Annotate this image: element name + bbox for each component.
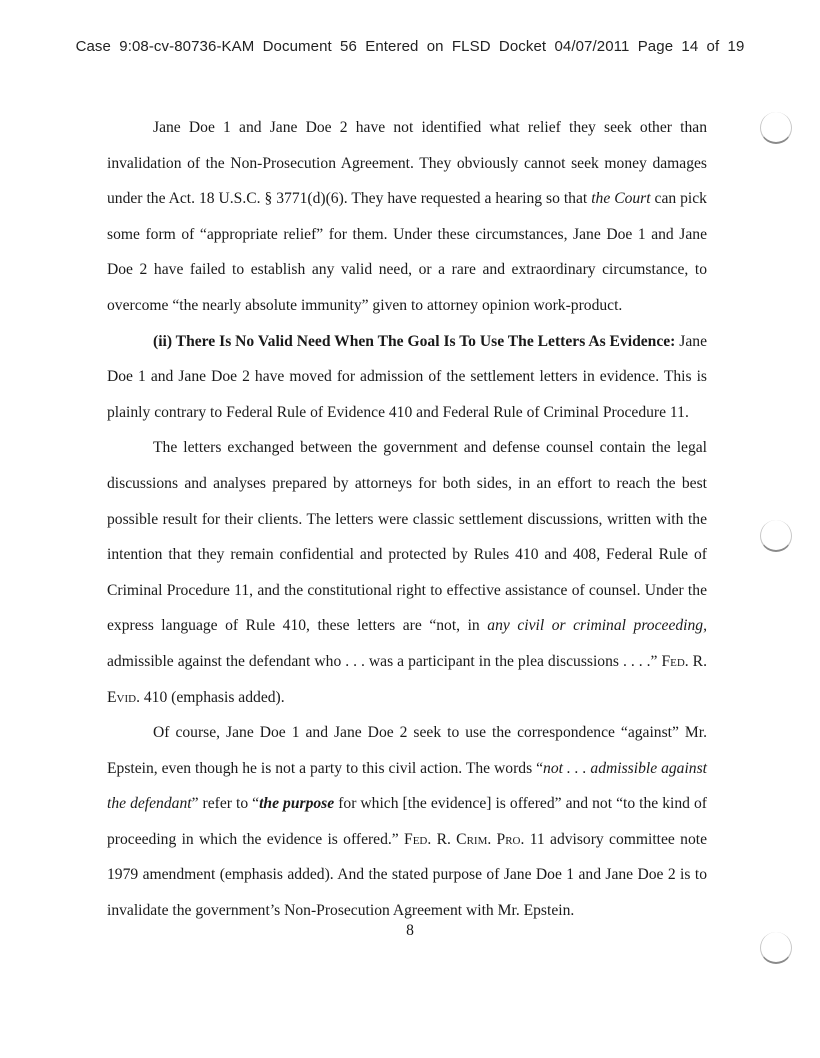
paragraph-purpose: Of course, Jane Doe 1 and Jane Doe 2 seek to use the correspondence “against” Mr. Epstein, even though he is not a party to this civil action. The words “not . . . admissible against the defendant” refer to “the purpose for which [the evidence] is offered” and not “to the kind of proceeding in which the evidence is offered.” Fed. R. Crim. Pro. 11 advisory committee note 1979 amendment (emphasis added). And the stated purpose of Jane Doe 1 and Jane Doe 2 is to invalidate the government’s Non-Prosecution Agreement with Mr. Epstein. (107, 724, 707, 920)
document-number: Document 56 (262, 38, 357, 55)
docket-entry: Entered on FLSD Docket 04/07/2011 (365, 38, 630, 55)
binder-hole-top-icon (760, 112, 792, 144)
binder-hole-middle-icon (760, 520, 792, 552)
page-number: 8 (406, 922, 414, 939)
paragraph-valid-need: (ii) There Is No Valid Need When The Goal Is To Use The Letters As Evidence: Jane Doe 1 and Jane Doe 2 have moved for admission of the settlement letters in evidence. This is plainly contrary to Federal Rule of Evidence 410 and Federal Rule of Criminal Procedure 11. (107, 332, 708, 421)
paragraph-relief: Jane Doe 1 and Jane Doe 2 have not identified what relief they seek other than invalidation of the Non-Prosecution Agreement. They obviously cannot seek money damages under the Act. 18 U.S.C. § 3771(d)(6). They have requested a hearing so that the Court can pick some form of “appropriate relief” for them. Under these circumstances, Jane Doe 1 and Jane Doe 2 have failed to establish any valid need, or a rare and extraordinary circumstance, to overcome “the nearly absolute immunity” given to attorney opinion work-product. (107, 119, 707, 314)
page-of-total: Page 14 of 19 (637, 38, 745, 55)
binder-hole-bottom-icon (760, 932, 792, 964)
case-number: Case 9:08-cv-80736-KAM (75, 38, 255, 55)
section-heading: (ii) There Is No Valid Need When The Goal Is To Use The Letters As Evidence: (153, 332, 676, 350)
docket-header (0, 38, 820, 55)
paragraph-letters: The letters exchanged between the government and defense counsel contain the legal discussions and analyses prepared by attorneys for both sides, in an effort to reach the best possible result for their clients. The letters were classic settlement discussions, written with the intention that they remain confidential and protected by Rules 410 and 408, Federal Rule of Criminal Procedure 11, and the constitutional right to effective assistance of counsel. Under the express language of Rule 410, these letters are “not, in any civil or criminal proceeding, admissible against the defendant who . . . was a participant in the plea discussions . . . .” Fed. R. Evid. 410 (emphasis added). (107, 439, 707, 706)
document-body (107, 110, 707, 929)
